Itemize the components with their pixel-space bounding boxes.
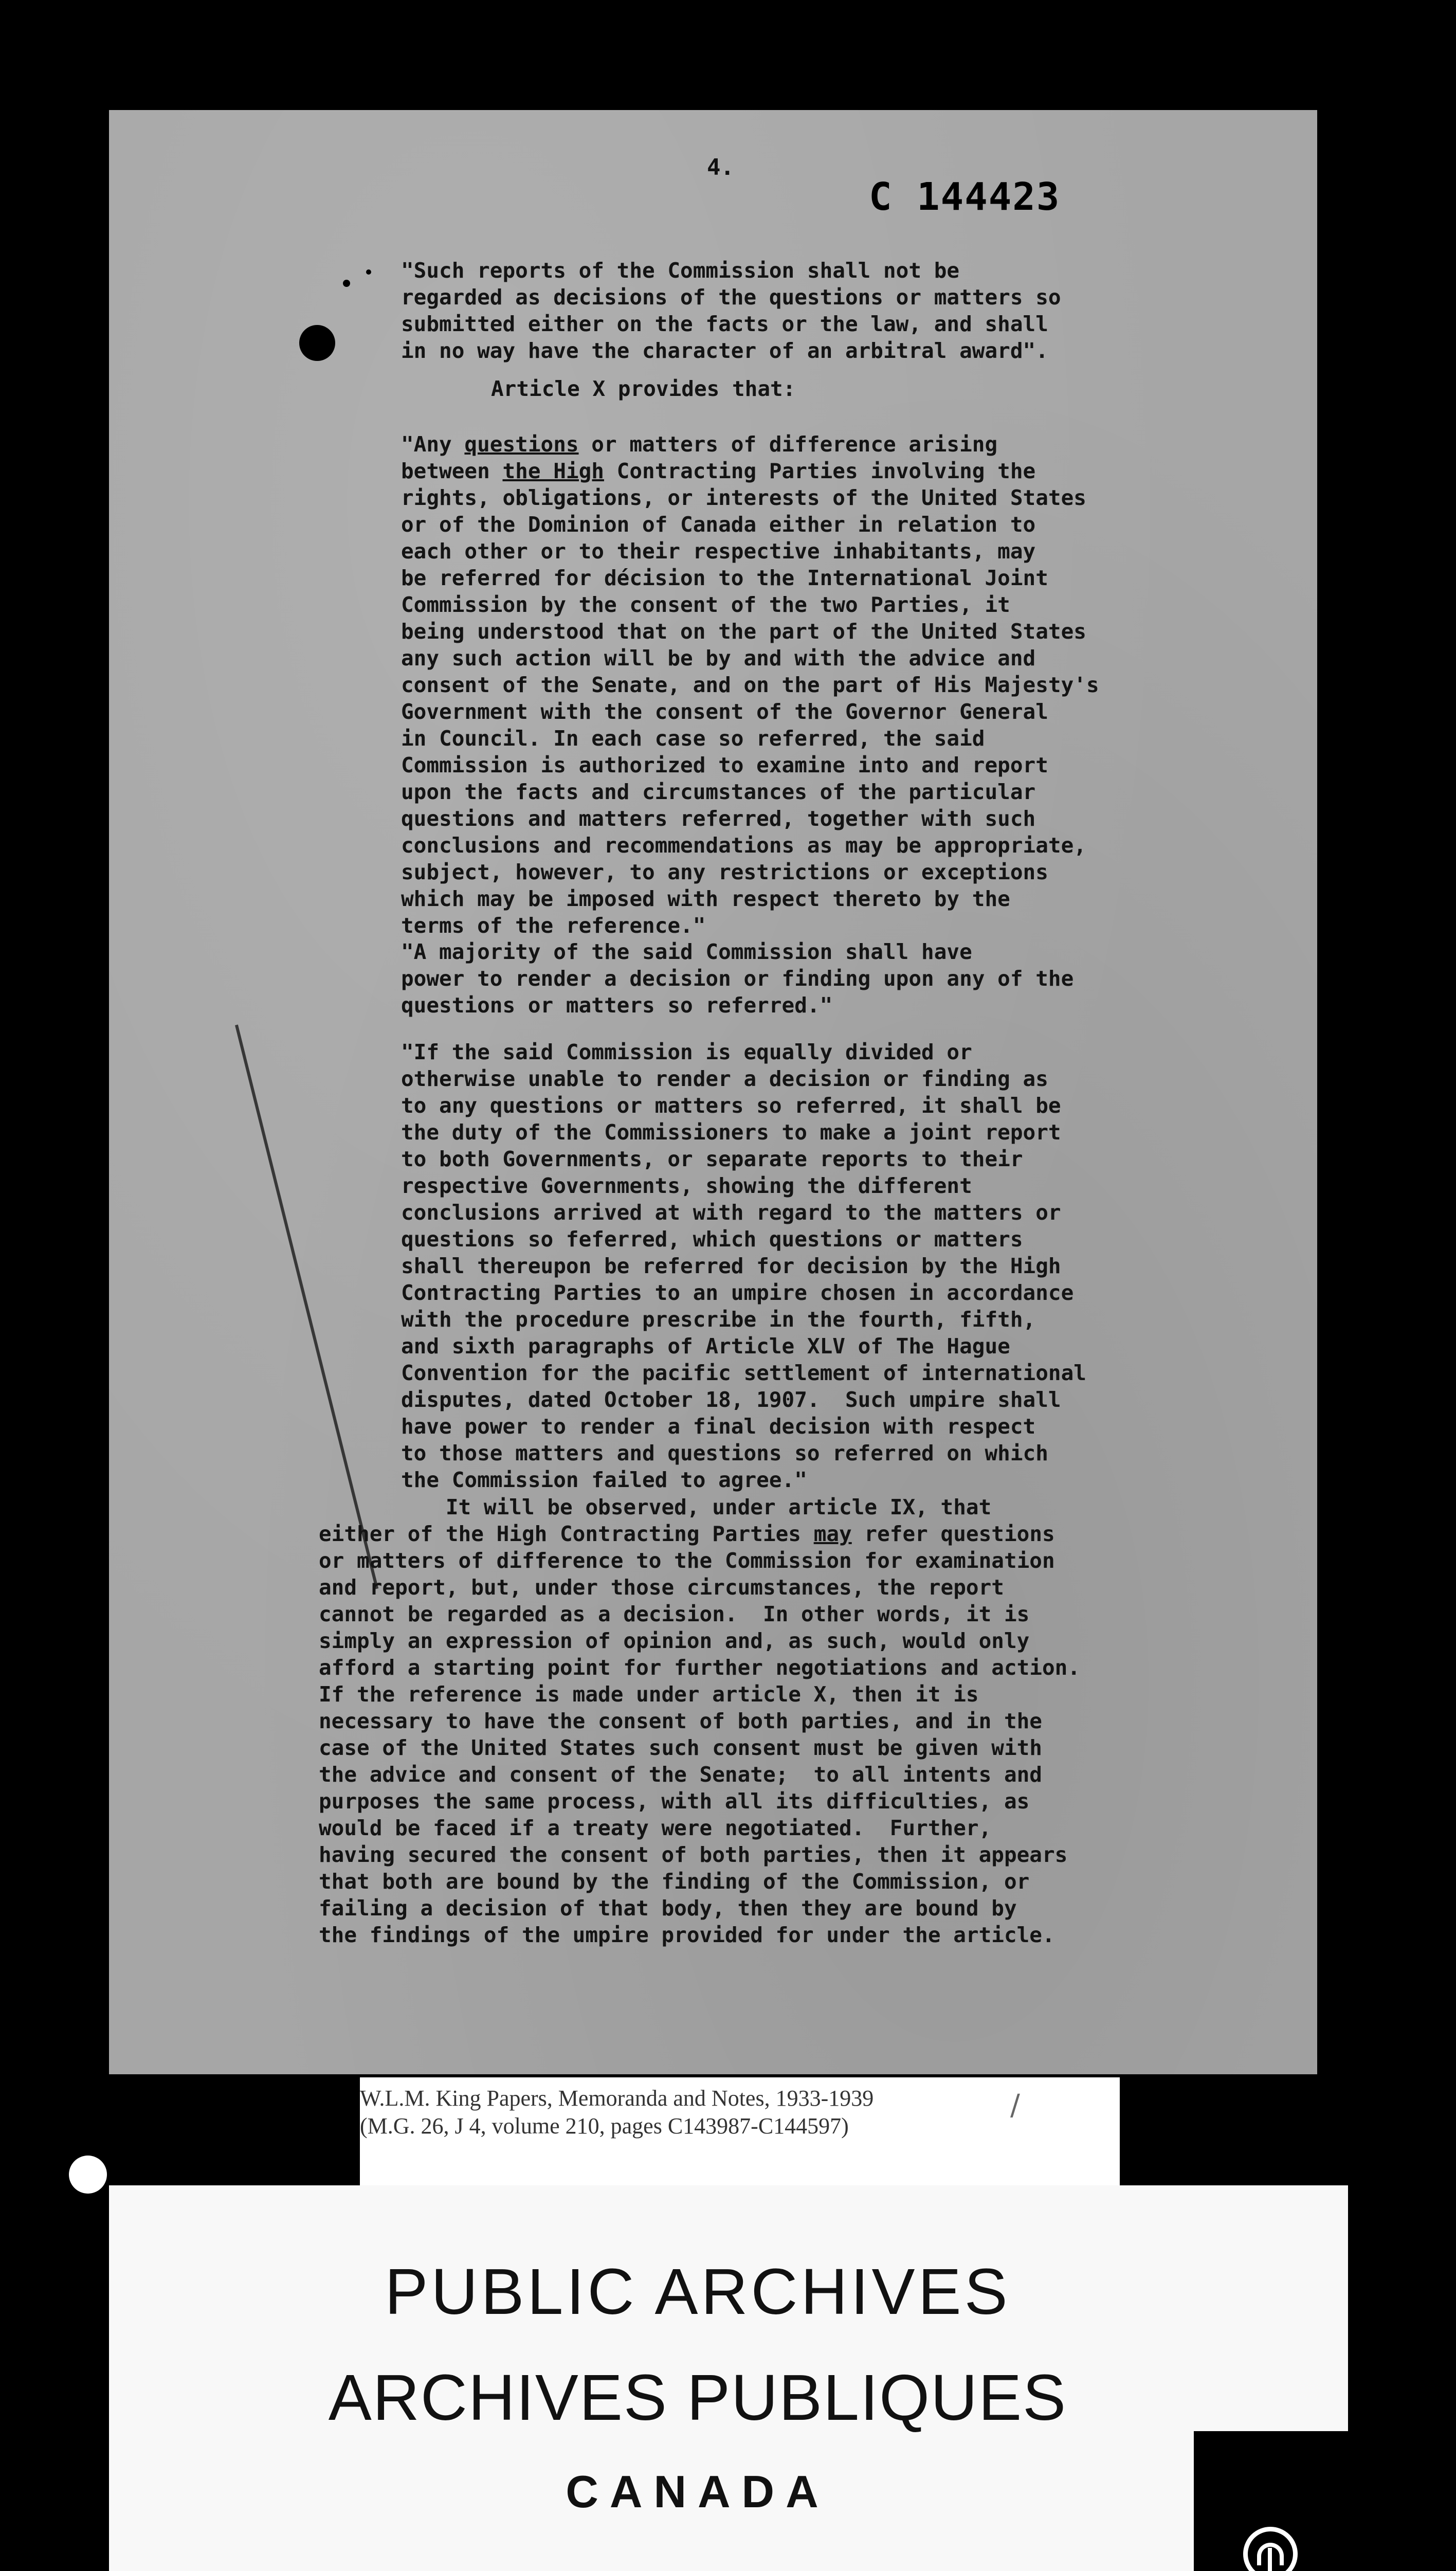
ink-speck [343,280,350,287]
document-id-stamp: C 144423 [869,175,1061,219]
registration-dot [69,2156,107,2194]
quote-text: Contracting Parties involving the rights, obligations, or interests of the United States or of the Dominion of Canada either in relation to each other or to their respective inhabitants, may be referred for décision to the International Joint Commission by the consent of the two Parties, it being understood that on the part of the United States any such action will be by and with the advice and consent of the Senate, and on the part of His Majesty's Government with the consent of the Governor General in Council. In each case so referred, the said Commission is authorized to examine into and report upon the facts and circumstances of the particular questions and matters referred, together with such conclusions and recommendations as may be appropriate, subject, however, to any restrictions or exceptions which may be imposed with respect thereto by the terms of the reference." [401,459,1099,938]
paragraph-text: It will be observed, under article IX, that either of the High Contracting Parties [319,1495,992,1546]
archives-title-en: PUBLIC ARCHIVES [385,2255,1011,2328]
corner-block [1194,2431,1456,2571]
catalog-slip [360,2077,1120,2190]
paragraph-text: refer questions or matters of difference to the Commission for examination and report, but, under those circumstances, the report cannot be regarded as a decision. In other words, it is simply an expression of opinion and, as such, would only afford a starting point for further negotiations and action. If the reference is made under article X, then it is necessary to have the consent of both parties, and in the case of the United States such consent must be given with the advice and consent of the Senate; to all intents and purposes the same process, with all its difficulties, as would be faced if a treaty were negotiated. Further, having secured the consent of both parties, then it appears that both are bound by the finding of the Commission, or failing a decision of that body, then they are bound by the findings of the umpire provided for under the article. [319,1522,1081,1947]
catalog-reference: W.L.M. King Papers, Memoranda and Notes, 1933-1939 (M.G. 26, J 4, volume 210, pages C143987-C144597) [360,2086,874,2139]
ink-speck [366,269,371,275]
quote-text: "Any [401,432,465,457]
article-x-intro: Article X provides that: [491,376,796,401]
observation-paragraph [319,1494,1080,1948]
underlined-word: the High [502,459,604,483]
archives-title-fr: ARCHIVES PUBLIQUES [328,2361,1067,2434]
page-number: 4. [707,154,734,180]
punch-hole [299,325,335,361]
archives-country: CANADA [566,2466,830,2517]
archives-logo-icon [1243,2527,1298,2571]
quote-article-x [401,431,1099,939]
underlined-word: questions [464,432,579,457]
quote-majority-decision: "A majority of the said Commission shall have power to render a decision or finding upon any of the questions or matters so referred." [401,939,1074,1018]
underlined-word: may [813,1522,852,1546]
pencil-tick-icon: / [1010,2089,1020,2122]
logo-stem [1268,2548,1272,2571]
quote-text: or matters of difference arising between [401,432,998,483]
quote-umpire-procedure: "If the said Commission is equally divided or otherwise unable to render a decision or finding as to any questions or matters so referred, it shall be the duty of the Commissioners to make a joint report to both Governments, or separate reports to their respective Governments, showing the different conclusions arrived at with regard to the matters or questions so feferred, which questions or matters shall thereupon be referred for decision by the High Contracting Parties to an umpire chosen in accordance with the procedure prescribe in the fourth, fifth, and sixth paragraphs of Article XLV of The Hague Convention for the pacific settlement of international disputes, dated October 18, 1907. Such umpire shall have power to render a final decision with respect to those matters and questions so referred on which the Commission failed to agree." [401,1040,1086,1492]
archives-card [109,2185,1348,2571]
quote-article-ix-reports: "Such reports of the Commission shall not be regarded as decisions of the questions or matters so submitted either on the facts or the law, and shall in no way have the character of an arbitral award". [401,258,1061,363]
